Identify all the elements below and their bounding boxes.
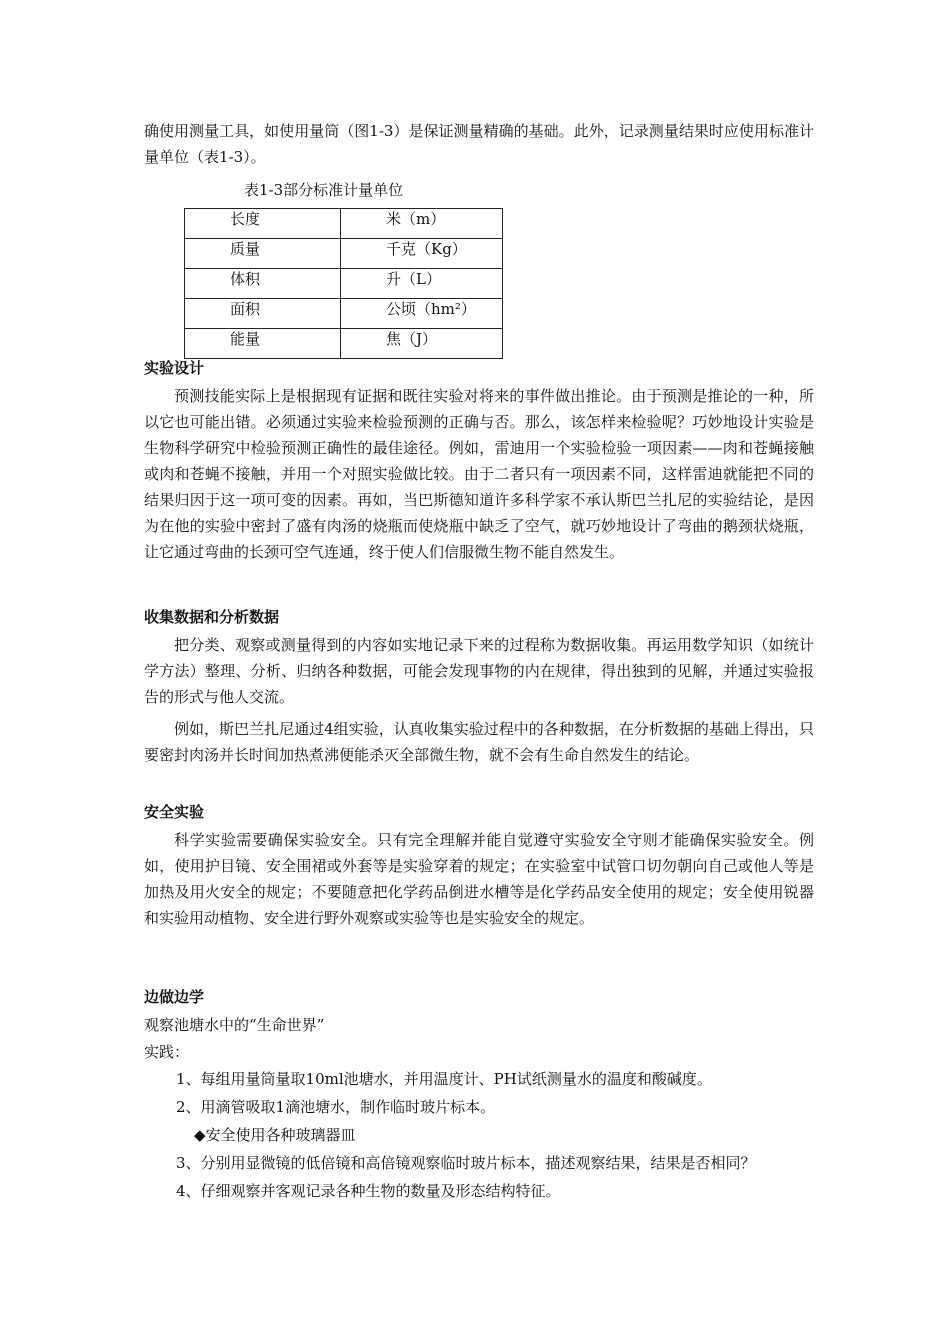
table-caption: 表1-3部分标准计量单位 <box>244 181 404 199</box>
safety-paragraph: 科学实验需要确保实验安全。只有完全理解并能自觉遵守实验安全守则才能确保实验安全。例如，使用护目镜、安全围裙或外套等是实验穿着的规定；在实验室中试管口切勿朝向自己或他人等是加热及用火安全的规定；不要随意把化学药品倒进水槽等是化学药品安全使用的规定；安全使用锐器和实验用动植物、安全进行野外观察或实验等也是实验安全的规定。 <box>144 831 814 927</box>
list-item: 1、每组用量筒量取10ml池塘水，并用温度计、PH试纸测量水的温度和酸碱度。 <box>176 1070 712 1088</box>
table-row <box>185 299 503 329</box>
section-heading-practice: 边做边学 <box>144 988 205 1006</box>
practice-subtitle: 观察池塘水中的“生命世界” <box>144 1016 325 1034</box>
practice-label: 实践： <box>144 1043 190 1061</box>
table-cell-unit: 焦（J） <box>341 329 503 359</box>
table-cell-quantity: 面积 <box>185 299 341 329</box>
section-heading-design: 实验设计 <box>144 359 205 377</box>
list-item: 4、仔细观察并客观记录各种生物的数量及形态结构特征。 <box>176 1182 561 1200</box>
table-row <box>185 209 503 239</box>
table-cell-quantity: 能量 <box>185 329 341 359</box>
table-cell-unit: 公顷（hm²） <box>341 299 503 329</box>
section-heading-data: 收集数据和分析数据 <box>144 608 280 626</box>
table-row <box>185 269 503 299</box>
table-cell-quantity: 长度 <box>185 209 341 239</box>
safety-note: ◆安全使用各种玻璃器皿 <box>194 1126 356 1144</box>
table-cell-unit: 升（L） <box>341 269 503 299</box>
list-item: 2、用滴管吸取1滴池塘水，制作临时玻片标本。 <box>176 1098 496 1116</box>
table-cell-unit: 千克（Kg） <box>341 239 503 269</box>
intro-paragraph: 确使用测量工具，如使用量筒（图1-3）是保证测量精确的基础。此外，记录测量结果时应使用标准计量单位（表1-3）。 <box>144 122 814 166</box>
list-item: 3、分别用显微镜的低倍镜和高倍镜观察临时玻片标本，描述观察结果，结果是否相同？ <box>176 1154 756 1172</box>
design-paragraph: 预测技能实际上是根据现有证据和既往实验对将来的事件做出推论。由于预测是推论的一种，所以它也可能出错。必须通过实验来检验预测的正确与否。那么，该怎样来检验呢？巧妙地设计实验是生物科学研究中检验预测正确性的最佳途径。例如，雷迪用一个实验检验一项因素——肉和苍蝇接触或肉和苍蝇不接触，并用一个对照实验做比较。由于二者只有一项因素不同，这样雷迪就能把不同的结果归因于这一项可变的因素。再如，当巴斯德知道许多科学家不承认斯巴兰扎尼的实验结论，是因为在他的实验中密封了盛有肉汤的烧瓶而使烧瓶中缺乏了空气，就巧妙地设计了弯曲的鹅颈状烧瓶，让它通过弯曲的长颈可空气连通，终于使人们信服微生物不能自然发生。 <box>144 387 814 561</box>
table-row <box>185 239 503 269</box>
units-table <box>184 208 503 359</box>
table-row <box>185 329 503 359</box>
section-heading-safety: 安全实验 <box>144 803 205 821</box>
table-cell-quantity: 质量 <box>185 239 341 269</box>
data-paragraph-2: 例如，斯巴兰扎尼通过4组实验，认真收集实验过程中的各种数据，在分析数据的基础上得出，只要密封肉汤并长时间加热煮沸便能杀灭全部微生物，就不会有生命自然发生的结论。 <box>144 720 814 764</box>
table-cell-unit: 米（m） <box>341 209 503 239</box>
table-cell-quantity: 体积 <box>185 269 341 299</box>
data-paragraph-1: 把分类、观察或测量得到的内容如实地记录下来的过程称为数据收集。再运用数学知识（如统计学方法）整理、分析、归纳各种数据，可能会发现事物的内在规律，得出独到的见解，并通过实验报告的形式与他人交流。 <box>144 636 814 706</box>
